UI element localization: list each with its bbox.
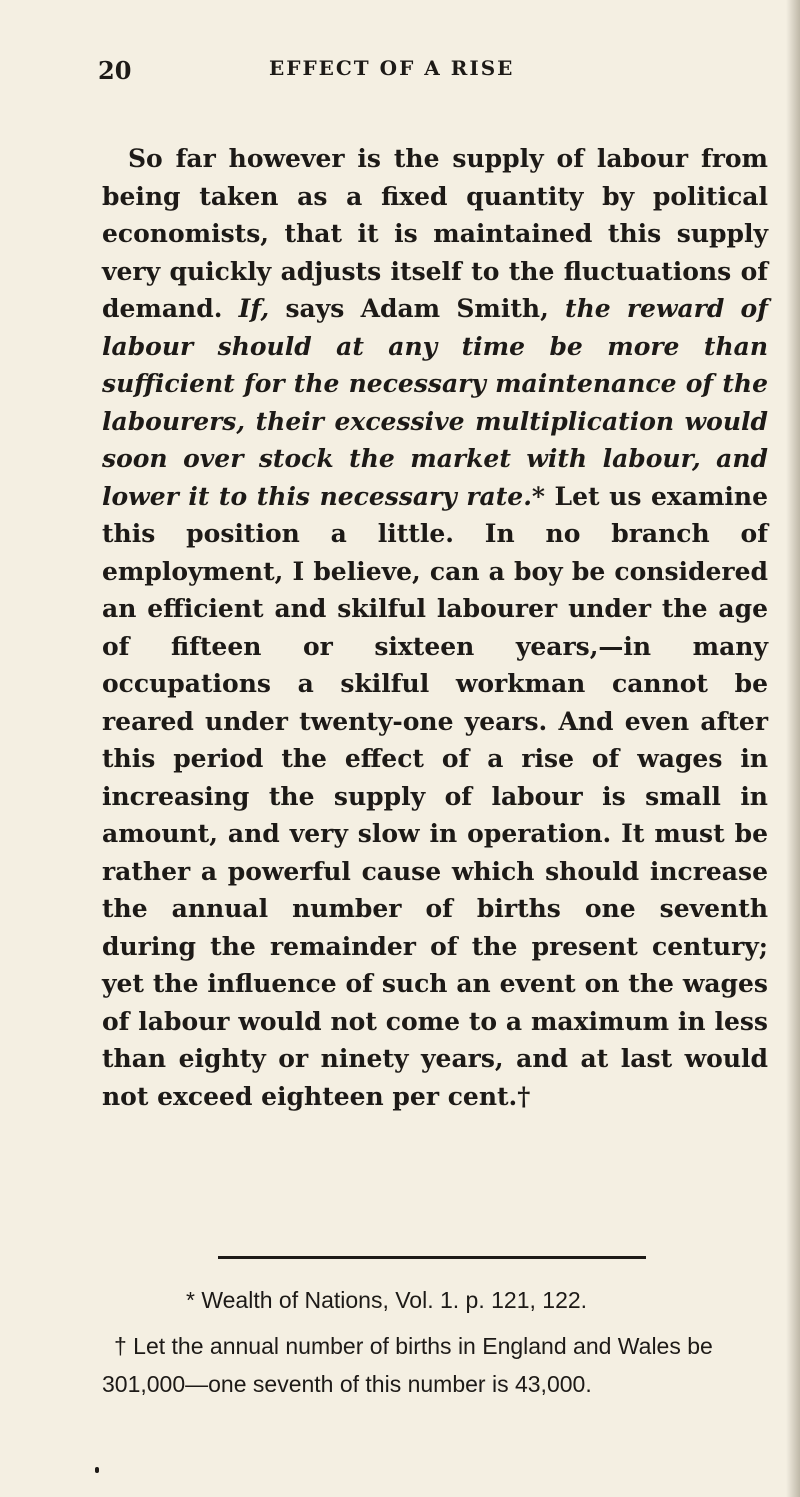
paragraph-text-part-3: * Let us examine this position a little. In no branch of employment, I believe, can a boy be considered an efficient and skilful labourer under the age of fifteen or sixteen years,—in many occupations a skilful workman cannot be reared under twenty-one years. And even after this period the effect of a rise of wages in increasing the supply of labour is small in amount, and very slow in operation. It must be rather a powerful cause which should increase the annual number of births one seventh during the remainder of the present century; yet the influence of such an event on the wages of labour would not come to a maximum in less than eighty or ninety years, and at last would not exceed eighteen per cent.†	[102, 481, 768, 1111]
adam-smith-quote: the reward of labour should at any time be more than sufficient for the necessary maintenance of the labourers, their excessive multiplication would soon over stock the market with labour, and lower it to this necessary rate.	[102, 294, 768, 511]
page-header	[98, 56, 738, 96]
footnote-rule	[218, 1256, 646, 1259]
paragraph-text-part-1: So far however is the supply of labour from being taken as a fixed quantity by political economists, that it is maintained this supply very quickly adjusts itself to the fluctuations of demand.	[102, 144, 768, 323]
page-edge-shadow	[786, 0, 800, 1497]
footnote-2: † Let the annual number of births in England and Wales be 301,000—one seventh of this number is 43,000.	[102, 1333, 713, 1397]
paragraph-text-part-2: says Adam Smith,	[269, 294, 566, 323]
stray-ink-mark	[95, 1467, 99, 1473]
running-head: EFFECT OF A RISE	[269, 56, 515, 80]
body-paragraph	[102, 140, 768, 1115]
page-number: 20	[98, 56, 132, 85]
footnotes	[102, 1281, 772, 1411]
footnote-1: * Wealth of Nations, Vol. 1. p. 121, 122.	[186, 1287, 588, 1313]
if-word: If,	[238, 294, 270, 323]
